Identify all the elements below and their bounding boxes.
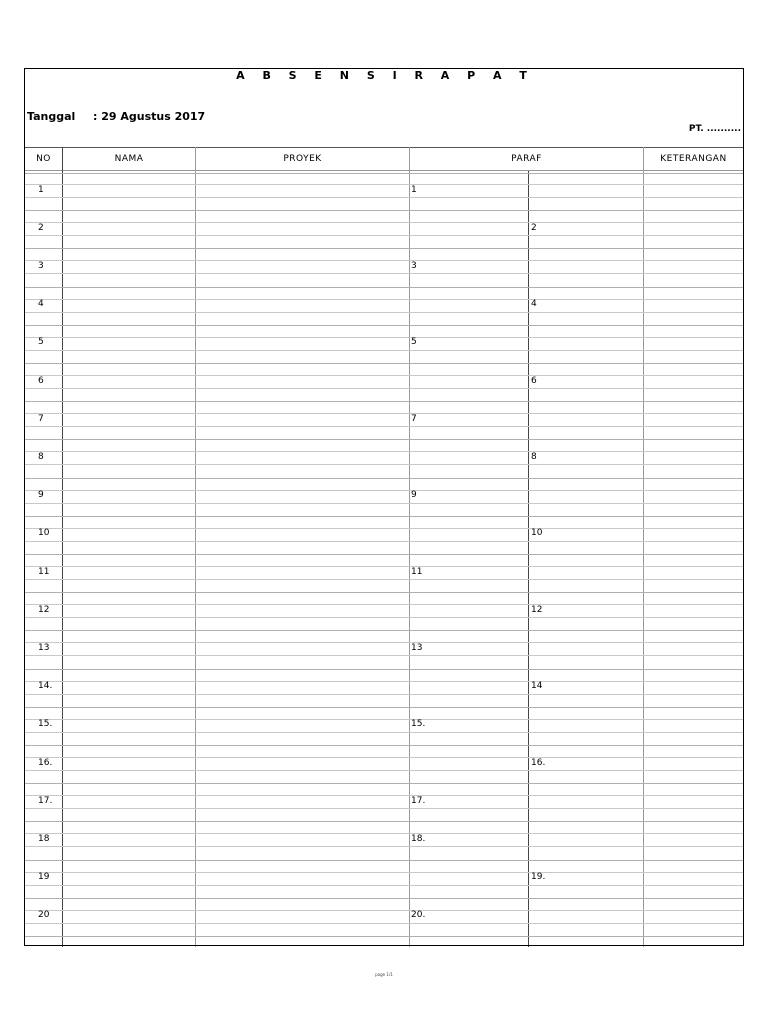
- paraf-number: 10: [531, 528, 543, 539]
- header-keterangan: KETERANGAN: [660, 154, 727, 164]
- header-proyek: PROYEK: [283, 154, 322, 164]
- row-separator: [25, 757, 743, 758]
- row-separator: [25, 592, 743, 593]
- paraf-number: 13: [411, 642, 423, 653]
- paraf-number: 1: [411, 184, 417, 195]
- row-separator: [25, 808, 743, 809]
- table-bottom-border: [24, 945, 744, 946]
- row-number: 7: [38, 413, 44, 424]
- row-separator: [25, 745, 743, 746]
- row-separator: [25, 375, 743, 376]
- row-separator: [25, 273, 743, 274]
- row-separator: [25, 936, 743, 937]
- row-number: 16.: [38, 757, 53, 768]
- paraf-number: 20.: [411, 910, 426, 921]
- attendance-sheet: [24, 68, 744, 946]
- row-number: 13: [38, 642, 50, 653]
- row-separator: [25, 833, 743, 834]
- paraf-number: 8: [531, 451, 537, 462]
- row-number: 8: [38, 451, 44, 462]
- paraf-number: 14: [531, 681, 543, 692]
- row-separator: [25, 923, 743, 924]
- row-number: 9: [38, 490, 44, 501]
- row-separator: [25, 885, 743, 886]
- row-separator: [25, 770, 743, 771]
- row-separator: [25, 478, 743, 479]
- row-separator: [25, 566, 743, 567]
- row-number: 20: [38, 910, 50, 921]
- header-nama: NAMA: [114, 154, 144, 164]
- paraf-number: 12: [531, 604, 543, 615]
- row-separator: [25, 719, 743, 720]
- row-number: 14.: [38, 681, 53, 692]
- column-divider: [195, 147, 196, 947]
- row-separator: [25, 910, 743, 911]
- header-no: NO: [36, 154, 51, 164]
- document-title: A B S E N S I R A P A T: [236, 69, 534, 82]
- row-separator: [25, 413, 743, 414]
- company-name: PT. ..........: [688, 124, 741, 134]
- paraf-number: 5: [411, 337, 417, 348]
- row-separator: [25, 235, 743, 236]
- row-separator: [25, 795, 743, 796]
- row-separator: [25, 541, 743, 542]
- row-separator: [25, 579, 743, 580]
- row-separator: [25, 554, 743, 555]
- row-separator: [25, 872, 743, 873]
- row-separator: [25, 173, 743, 174]
- paraf-number: 6: [531, 375, 537, 386]
- row-separator: [25, 617, 743, 618]
- row-number: 18: [38, 833, 50, 844]
- row-separator: [25, 363, 743, 364]
- row-separator: [25, 197, 743, 198]
- paraf-number: 2: [531, 222, 537, 233]
- row-number: 17.: [38, 795, 53, 806]
- row-separator: [25, 260, 743, 261]
- row-separator: [25, 299, 743, 300]
- row-separator: [25, 707, 743, 708]
- row-separator: [25, 439, 743, 440]
- row-separator: [25, 516, 743, 517]
- row-separator: [25, 783, 743, 784]
- row-separator: [25, 401, 743, 402]
- row-number: 19: [38, 872, 50, 883]
- paraf-number: 3: [411, 260, 417, 271]
- row-separator: [25, 630, 743, 631]
- row-separator: [25, 528, 743, 529]
- header-paraf: PARAF: [511, 154, 542, 164]
- row-separator: [25, 210, 743, 211]
- paraf-number: 4: [531, 299, 537, 310]
- row-separator: [25, 821, 743, 822]
- row-separator: [25, 694, 743, 695]
- row-separator: [25, 604, 743, 605]
- row-separator: [25, 732, 743, 733]
- row-separator: [25, 350, 743, 351]
- row-separator: [25, 426, 743, 427]
- row-separator: [25, 642, 743, 643]
- paraf-number: 15.: [411, 719, 426, 730]
- table-header: [25, 147, 743, 171]
- row-number: 5: [38, 337, 44, 348]
- date-value: : 29 Agustus 2017: [93, 110, 206, 123]
- row-number: 3: [38, 260, 44, 271]
- row-separator: [25, 325, 743, 326]
- row-separator: [25, 451, 743, 452]
- row-separator: [25, 222, 743, 223]
- row-separator: [25, 898, 743, 899]
- column-divider: [643, 147, 644, 947]
- paraf-number: 18.: [411, 833, 426, 844]
- column-divider: [62, 147, 63, 947]
- row-number: 12: [38, 604, 50, 615]
- row-separator: [25, 490, 743, 491]
- row-number: 11: [38, 566, 50, 577]
- row-number: 2: [38, 222, 44, 233]
- row-separator: [25, 337, 743, 338]
- row-separator: [25, 287, 743, 288]
- row-number: 6: [38, 375, 44, 386]
- row-separator: [25, 846, 743, 847]
- row-number: 4: [38, 299, 44, 310]
- row-number: 1: [38, 184, 44, 195]
- row-separator: [25, 681, 743, 682]
- paraf-number: 17.: [411, 795, 426, 806]
- row-separator: [25, 655, 743, 656]
- row-separator: [25, 464, 743, 465]
- row-separator: [25, 248, 743, 249]
- date-label: Tanggal: [27, 110, 76, 123]
- row-separator: [25, 388, 743, 389]
- row-number: 10: [38, 528, 50, 539]
- row-separator: [25, 184, 743, 185]
- paraf-number: 19.: [531, 872, 546, 883]
- row-separator: [25, 669, 743, 670]
- row-separator: [25, 312, 743, 313]
- paraf-number: 11: [411, 566, 423, 577]
- paraf-number: 9: [411, 490, 417, 501]
- row-separator: [25, 503, 743, 504]
- paraf-number: 7: [411, 413, 417, 424]
- page-footer: page 1/1: [375, 972, 393, 977]
- column-divider: [409, 147, 410, 947]
- row-number: 15.: [38, 719, 53, 730]
- row-separator: [25, 860, 743, 861]
- paraf-number: 16.: [531, 757, 546, 768]
